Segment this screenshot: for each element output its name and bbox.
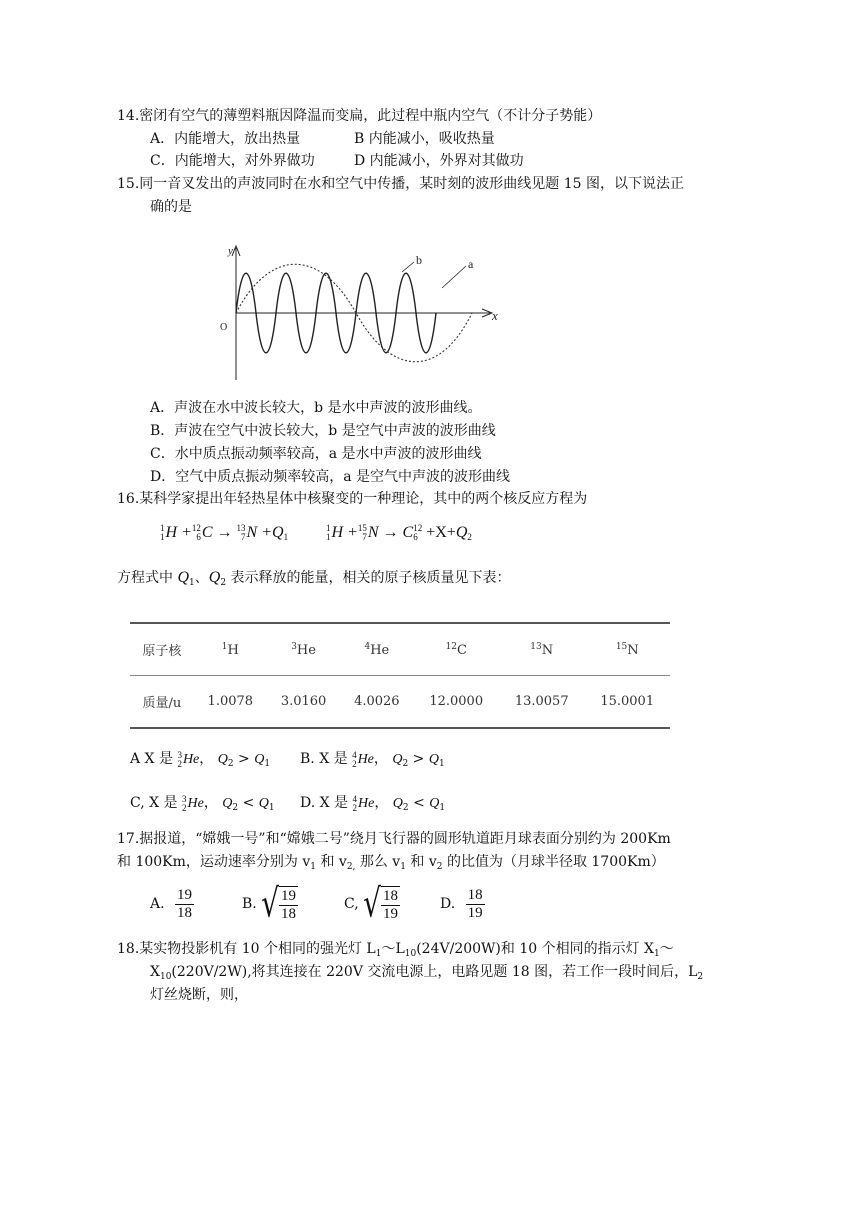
table-cell-mass: 13.0057 xyxy=(499,676,585,729)
origin-label: O xyxy=(220,322,228,333)
q14-stem: 14.密闭有空气的薄塑料瓶因降温而变扁，此过程中瓶内空气（不计分子势能） xyxy=(117,108,602,124)
q17-option-b: B. √ $\frac{19}{18}$ xyxy=(242,880,297,927)
nuclear-mass-table xyxy=(130,622,670,729)
q18-line1: 18.某实物投影机有 10 个相同的强光灯 $L_1\sim L_{10}(24V/200W)$和 10 个相同的指示灯 $X_1\sim$ xyxy=(117,941,674,959)
wave-figure xyxy=(210,240,510,385)
q15-stem-line1: 15.同一音叉发出的声波同时在水和空气中传播，某时刻的波形曲线见题 15 图，以下说法正 xyxy=(117,176,684,192)
q17-stem-line1: 17.据报道，“嫦娥一号”和“嫦娥二号”绕月飞行器的圆形轨道距月球表面分别约为 200Km xyxy=(117,831,671,847)
label-b: b xyxy=(416,253,422,267)
q17-option-d: D. $\frac{18}{19}$ xyxy=(440,886,483,921)
label-a: a xyxy=(468,257,474,271)
axis-x-label: x xyxy=(492,308,498,323)
q16-option-b: B. X 是 4 2 He， $Q_2 > Q_1$ xyxy=(300,749,445,769)
q15-stem-line2: 确的是 xyxy=(150,199,192,215)
table-cell-nucleus: $^4$He xyxy=(340,623,413,676)
q16-note: 方程式中 $Q_1$、$Q_2$ 表示释放的能量，相关的原子核质量见下表： xyxy=(117,569,511,588)
q15-option-b: B．声波在空气中波长较大，b 是空气中声波的波形曲线 xyxy=(150,423,496,439)
q16-option-d: D. X 是 4 2 He， $Q_2 < Q_1$ xyxy=(300,793,446,813)
q16-equation-2: 1 1 H + 15 7 N → C 12 6 $+X+Q_2$ xyxy=(326,523,472,543)
table-cell-mass: 3.0160 xyxy=(267,676,340,729)
q16-option-a: A X 是 3 2 He， $Q_2 > Q_1$ xyxy=(130,749,271,769)
q16-stem: 16.某科学家提出年轻热星体中核聚变的一种理论，其中的两个核反应方程为 xyxy=(117,491,588,507)
table-cell-nucleus: $^{13}$N xyxy=(499,623,585,676)
q14-option-c: C．内能增大，对外界做功 xyxy=(150,153,315,169)
q16-option-c: C, X 是 3 2 He， $Q_2 < Q_1$ xyxy=(130,793,275,813)
table-cell-mass: 12.0000 xyxy=(413,676,499,729)
q17-option-c: C, √ $\frac{18}{19}$ xyxy=(344,880,398,927)
label-a-leader xyxy=(442,266,466,288)
q14-option-b: B 内能减小，吸收热量 xyxy=(354,131,495,147)
table-cell-nucleus: $^1$H xyxy=(194,623,267,676)
label-b-leader xyxy=(402,262,414,272)
table-cell-nucleus: $^3$He xyxy=(267,623,340,676)
table-cell-nucleus: $^{12}$C xyxy=(413,623,499,676)
q18-line2: $X_{10}(220V/2W)$,将其连接在 220V 交流电源上，电路见题 18 图，若工作一段时间后，$L_2$ xyxy=(150,964,704,982)
figure-axes xyxy=(232,246,492,380)
table-cell-mass: 4.0026 xyxy=(340,676,413,729)
q17-option-a: A. $\frac{19}{18}$ xyxy=(150,886,193,921)
table-header-mass: 质量/u xyxy=(130,676,194,729)
q14-option-a: A．内能增大，放出热量 xyxy=(150,131,301,147)
q15-option-c: C．水中质点振动频率较高，a 是水中声波的波形曲线 xyxy=(150,446,482,462)
q14-option-d: D 内能减小，外界对其做功 xyxy=(354,153,524,169)
table-header-nucleus: 原子核 xyxy=(130,623,194,676)
table-cell-mass: 1.0078 xyxy=(194,676,267,729)
table-row-masses xyxy=(130,676,670,729)
q16-equation-1: 1 1 H + 12 6 C → 13 7 $N +Q_1$ xyxy=(160,523,289,543)
table-row-nuclei xyxy=(130,623,670,676)
table-cell-nucleus: $^{15}$N xyxy=(584,623,670,676)
q17-stem-line2: 和 100Km，运动速率分别为 $v_1$ 和 $v_{2,}$ 那么 $v_1$ 和 $v_2$ 的比值为（月球半径取 1700Km） xyxy=(117,854,665,872)
q18-line3: 灯丝烧断，则， xyxy=(150,987,248,1003)
axis-y-label: y xyxy=(228,245,233,257)
table-cell-mass: 15.0001 xyxy=(584,676,670,729)
q15-option-a: A．声波在水中波长较大，b 是水中声波的波形曲线。 xyxy=(150,400,482,416)
q15-option-d: D．空气中质点振动频率较高，a 是空气中声波的波形曲线 xyxy=(150,469,511,485)
